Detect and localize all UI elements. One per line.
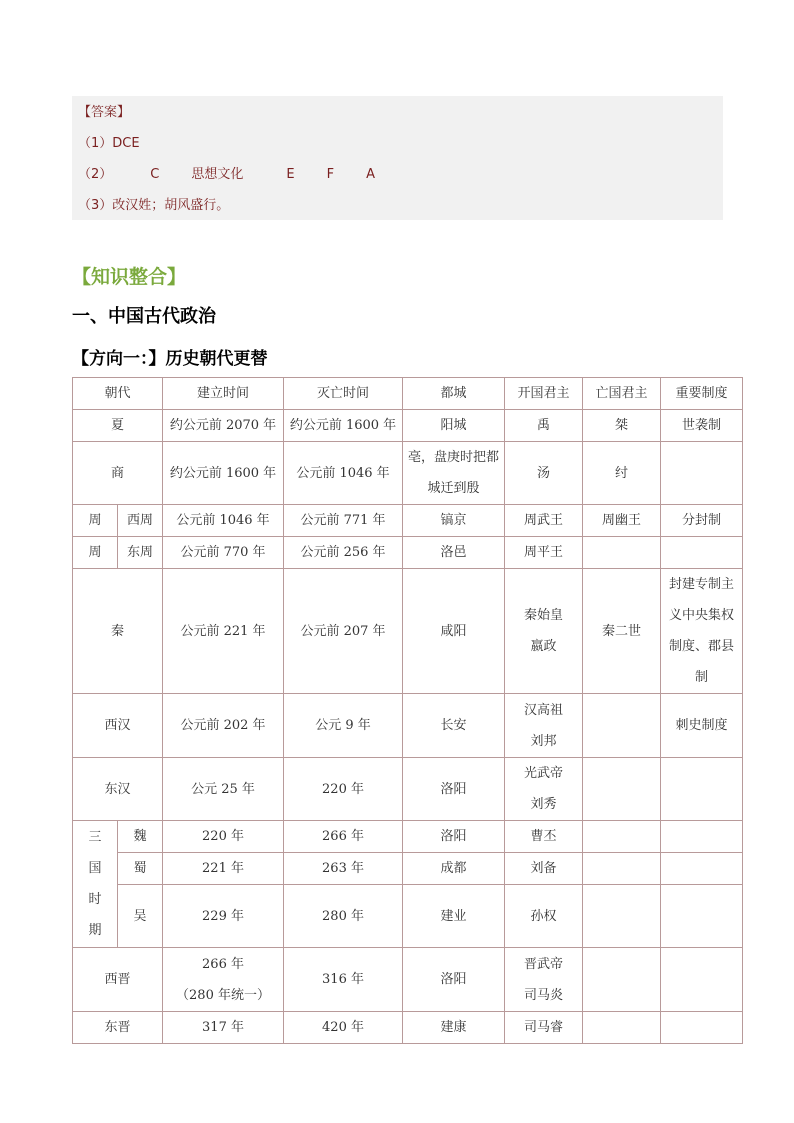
- end-date: 公元前 771 年: [284, 505, 403, 537]
- last-ruler: [583, 1012, 661, 1044]
- table-row: [73, 694, 743, 758]
- sanguo-char-1: 三: [88, 830, 102, 845]
- table-row: [73, 569, 743, 694]
- table-row: [73, 758, 743, 821]
- founder: 司马睿: [505, 1012, 583, 1044]
- table-row: [73, 505, 743, 537]
- last-ruler: [583, 821, 661, 853]
- founder-line-1: 秦始皇: [524, 608, 564, 623]
- last-ruler: [583, 758, 661, 821]
- header-founder: 开国君主: [505, 378, 583, 410]
- start-date: 229 年: [163, 885, 284, 948]
- answer-line-2-prefix: （2）: [78, 167, 113, 182]
- table-header-row: [73, 378, 743, 410]
- start-date: 公元前 1046 年: [163, 505, 284, 537]
- answer-item-3: E: [286, 167, 295, 182]
- sanguo-char-2: 国: [88, 861, 102, 876]
- start-date: 公元 25 年: [163, 758, 284, 821]
- end-date: 280 年: [284, 885, 403, 948]
- founder-line-1: 光武帝: [524, 766, 564, 781]
- start-line-2: （280 年统一）: [176, 987, 270, 1003]
- end-date: 公元 9 年: [284, 694, 403, 758]
- system-line-3: 制度、郡县制: [669, 639, 735, 685]
- start-date: 220 年: [163, 821, 284, 853]
- last-ruler: [583, 948, 661, 1012]
- answer-item-4: F: [326, 167, 335, 182]
- system-line-2: 义中央集权: [669, 608, 735, 623]
- start-date: 317 年: [163, 1012, 284, 1044]
- start-date: 约公元前 1600 年: [163, 442, 284, 505]
- founder: [505, 758, 583, 821]
- last-ruler: [583, 694, 661, 758]
- founder: 刘备: [505, 853, 583, 885]
- founder: [505, 694, 583, 758]
- founder: 周平王: [505, 537, 583, 569]
- answer-item-2: 思想文化: [191, 167, 244, 182]
- system: [661, 948, 743, 1012]
- table-row: [73, 885, 743, 948]
- answer-box: [72, 96, 723, 220]
- header-last-ruler: 亡国君主: [583, 378, 661, 410]
- dynasty-name: 魏: [118, 821, 163, 853]
- capital: 阳城: [403, 410, 505, 442]
- end-date: 263 年: [284, 853, 403, 885]
- heading-politics: 一、中国古代政治: [72, 306, 216, 327]
- dynasty-name: 西汉: [73, 694, 163, 758]
- capital: 建业: [403, 885, 505, 948]
- founder-line-2: 刘秀: [530, 797, 557, 812]
- table-row: [73, 442, 743, 505]
- last-ruler: [583, 537, 661, 569]
- dynasty-name: 秦: [73, 569, 163, 694]
- system: [661, 569, 743, 694]
- capital: 洛阳: [403, 821, 505, 853]
- founder: 汤: [505, 442, 583, 505]
- dynasty-group: 周: [73, 505, 118, 537]
- system: 分封制: [661, 505, 743, 537]
- system: [661, 853, 743, 885]
- dynasty-name: 东汉: [73, 758, 163, 821]
- founder: 周武王: [505, 505, 583, 537]
- end-date: 420 年: [284, 1012, 403, 1044]
- start-date: [163, 948, 284, 1012]
- table-row: [73, 948, 743, 1012]
- capital: 成都: [403, 853, 505, 885]
- table-row: [73, 821, 743, 853]
- founder: 曹丕: [505, 821, 583, 853]
- end-date: 266 年: [284, 821, 403, 853]
- end-date: 316 年: [284, 948, 403, 1012]
- answer-line-1: （1）DCE: [78, 136, 140, 151]
- founder-line-2: 嬴政: [530, 639, 557, 654]
- system: [661, 1012, 743, 1044]
- end-date: 公元前 256 年: [284, 537, 403, 569]
- last-ruler: 桀: [583, 410, 661, 442]
- capital-line-1: 亳，盘庚时把都: [408, 450, 500, 465]
- capital: 洛阳: [403, 948, 505, 1012]
- heading-dynasty-change: 【方向一：】历史朝代更替: [72, 349, 268, 369]
- start-line-1: 266 年: [202, 956, 244, 972]
- dynasty-name: 夏: [73, 410, 163, 442]
- dynasty-name: 西周: [118, 505, 163, 537]
- last-ruler: 周幽王: [583, 505, 661, 537]
- dynasty-name: 吴: [118, 885, 163, 948]
- end-date: 220 年: [284, 758, 403, 821]
- capital-line-2: 城迁到殷: [427, 481, 480, 496]
- last-ruler: 秦二世: [583, 569, 661, 694]
- system: [661, 537, 743, 569]
- header-start: 建立时间: [163, 378, 284, 410]
- system: [661, 885, 743, 948]
- capital: 洛邑: [403, 537, 505, 569]
- founder-line-1: 晋武帝: [524, 956, 564, 972]
- system: 刺史制度: [661, 694, 743, 758]
- start-date: 221 年: [163, 853, 284, 885]
- answer-label: 【答案】: [78, 105, 131, 120]
- answer-item-1: C: [150, 167, 160, 182]
- answer-item-5: A: [366, 167, 375, 182]
- end-date: 公元前 207 年: [284, 569, 403, 694]
- dynasty-table: [72, 377, 743, 1044]
- founder-line-2: 刘邦: [530, 733, 557, 749]
- header-dynasty: 朝代: [73, 378, 163, 410]
- system: [661, 821, 743, 853]
- start-date: 公元前 221 年: [163, 569, 284, 694]
- dynasty-name: 西晋: [73, 948, 163, 1012]
- answer-line-2: [78, 164, 723, 195]
- start-date: 公元前 202 年: [163, 694, 284, 758]
- system: [661, 758, 743, 821]
- founder: 禹: [505, 410, 583, 442]
- section-title: 【知识整合】: [72, 266, 187, 288]
- founder: 孙权: [505, 885, 583, 948]
- system: 世袭制: [661, 410, 743, 442]
- capital: 咸阳: [403, 569, 505, 694]
- header-end: 灭亡时间: [284, 378, 403, 410]
- start-date: 公元前 770 年: [163, 537, 284, 569]
- dynasty-name: 商: [73, 442, 163, 505]
- dynasty-group: 周: [73, 537, 118, 569]
- founder-line-2: 司马炎: [524, 987, 564, 1003]
- capital: 建康: [403, 1012, 505, 1044]
- end-date: 约公元前 1600 年: [284, 410, 403, 442]
- table-row: [73, 1012, 743, 1044]
- founder: [505, 948, 583, 1012]
- last-ruler: [583, 885, 661, 948]
- sanguo-char-4: 期: [88, 923, 102, 938]
- sanguo-char-3: 时: [88, 892, 102, 907]
- table-row: [73, 410, 743, 442]
- system: [661, 442, 743, 505]
- last-ruler: [583, 853, 661, 885]
- table-row: [73, 853, 743, 885]
- capital: 镐京: [403, 505, 505, 537]
- header-system: 重要制度: [661, 378, 743, 410]
- dynasty-name: 东晋: [73, 1012, 163, 1044]
- end-date: 公元前 1046 年: [284, 442, 403, 505]
- table-row: [73, 537, 743, 569]
- start-date: 约公元前 2070 年: [163, 410, 284, 442]
- system-line-1: 封建专制主: [669, 577, 735, 592]
- capital: [403, 442, 505, 505]
- dynasty-name: 东周: [118, 537, 163, 569]
- capital: 长安: [403, 694, 505, 758]
- dynasty-name: 蜀: [118, 853, 163, 885]
- founder-line-1: 汉高祖: [524, 702, 564, 718]
- founder: [505, 569, 583, 694]
- sanguo-group: [73, 821, 118, 948]
- header-capital: 都城: [403, 378, 505, 410]
- capital: 洛阳: [403, 758, 505, 821]
- answer-line-3: （3）改汉姓；胡风盛行。: [78, 198, 230, 213]
- last-ruler: 纣: [583, 442, 661, 505]
